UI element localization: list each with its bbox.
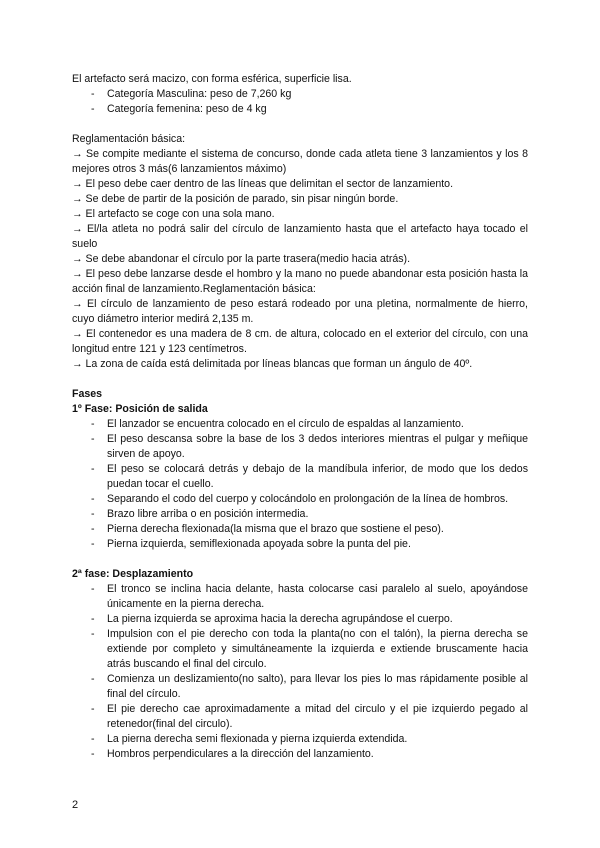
rule-item: → Se debe de partir de la posición de parado, sin pisar ningún borde. xyxy=(72,193,399,205)
intro-text: El artefacto será macizo, con forma esférica, superficie lisa. xyxy=(72,73,352,85)
rule-item: → El artefacto se coge con una sola mano. xyxy=(72,208,275,220)
list-item: - El pie derecho cae aproximadamente a mitad del circulo y el pie izquierdo pegado al retenedor(final del circulo). xyxy=(72,702,528,732)
list-item: - Comienza un deslizamiento(no salto), para llevar los pies lo mas rápidamente posible al final del círculo. xyxy=(72,672,528,702)
list-item: - Categoría Masculina: peso de 7,260 kg xyxy=(72,87,528,102)
list-item: - Categoría femenina: peso de 4 kg xyxy=(72,102,528,117)
phase2-title: 2ª fase: Desplazamiento xyxy=(72,568,194,580)
category-list xyxy=(72,87,528,117)
phase2-list xyxy=(72,582,528,762)
rules-heading: Reglamentación básica: xyxy=(72,133,186,145)
rule-item: → El contenedor es una madera de 8 cm. de altura, colocado en el exterior del círculo, con una longitud entre 121 y 123 centímetros. xyxy=(72,328,528,355)
list-item: - Separando el codo del cuerpo y colocándolo en prolongación de la línea de hombros. xyxy=(72,492,528,507)
list-item: - La pierna izquierda se aproxima hacia la derecha agrupándose el cuerpo. xyxy=(72,612,528,627)
rule-item: → El círculo de lanzamiento de peso estará rodeado por una pletina, normalmente de hierro, cuyo diámetro interior medirá 2,135 m. xyxy=(72,298,528,325)
list-item: - La pierna derecha semi flexionada y pierna izquierda extendida. xyxy=(72,732,528,747)
phase1-title: 1º Fase: Posición de salida xyxy=(72,403,208,415)
list-item: - Pierna izquierda, semiflexionada apoyada sobre la punta del pie. xyxy=(72,537,528,552)
list-item: - Pierna derecha flexionada(la misma que el brazo que sostiene el peso). xyxy=(72,522,528,537)
phase1-list xyxy=(72,417,528,552)
list-item: - El lanzador se encuentra colocado en el círculo de espaldas al lanzamiento. xyxy=(72,417,528,432)
rule-item: → Se debe abandonar el círculo por la parte trasera(medio hacia atrás). xyxy=(72,253,411,265)
list-item: - Impulsion con el pie derecho con toda la planta(no con el talón), la pierna derecha se extiende por completo y simultáneamente la izquierda e extiende bruscamente hacia atrás buscando el final del circulo. xyxy=(72,627,528,672)
rule-item: → Se compite mediante el sistema de concurso, donde cada atleta tiene 3 lanzamientos y los 8 mejores otros 3 más(6 lanzamientos máximo) xyxy=(72,148,528,175)
rule-item: → El peso debe lanzarse desde el hombro y la mano no puede abandonar esta posición hasta la acción final de lanzamiento.Reglamentación básica: xyxy=(72,268,528,295)
phases-heading: Fases xyxy=(72,388,103,400)
rule-item: → La zona de caída está delimitada por líneas blancas que forman un ángulo de 40º. xyxy=(72,358,473,370)
document-page xyxy=(72,72,528,762)
page-number: 2 xyxy=(72,799,79,811)
list-item: - Brazo libre arriba o en posición intermedia. xyxy=(72,507,528,522)
rule-item: → El peso debe caer dentro de las líneas que delimitan el sector de lanzamiento. xyxy=(72,178,454,190)
list-item: - Hombros perpendiculares a la dirección del lanzamiento. xyxy=(72,747,528,762)
list-item: - El tronco se inclina hacia delante, hasta colocarse casi paralelo al suelo, apoyándose únicamente en la pierna derecha. xyxy=(72,582,528,612)
list-item: - El peso se colocará detrás y debajo de la mandíbula inferior, de modo que los dedos puedan tocar el cuello. xyxy=(72,462,528,492)
list-item: - El peso descansa sobre la base de los 3 dedos interiores mientras el pulgar y meñique sirven de apoyo. xyxy=(72,432,528,462)
rule-item: → El/la atleta no podrá salir del círculo de lanzamiento hasta que el artefacto haya tocado el suelo xyxy=(72,223,528,250)
